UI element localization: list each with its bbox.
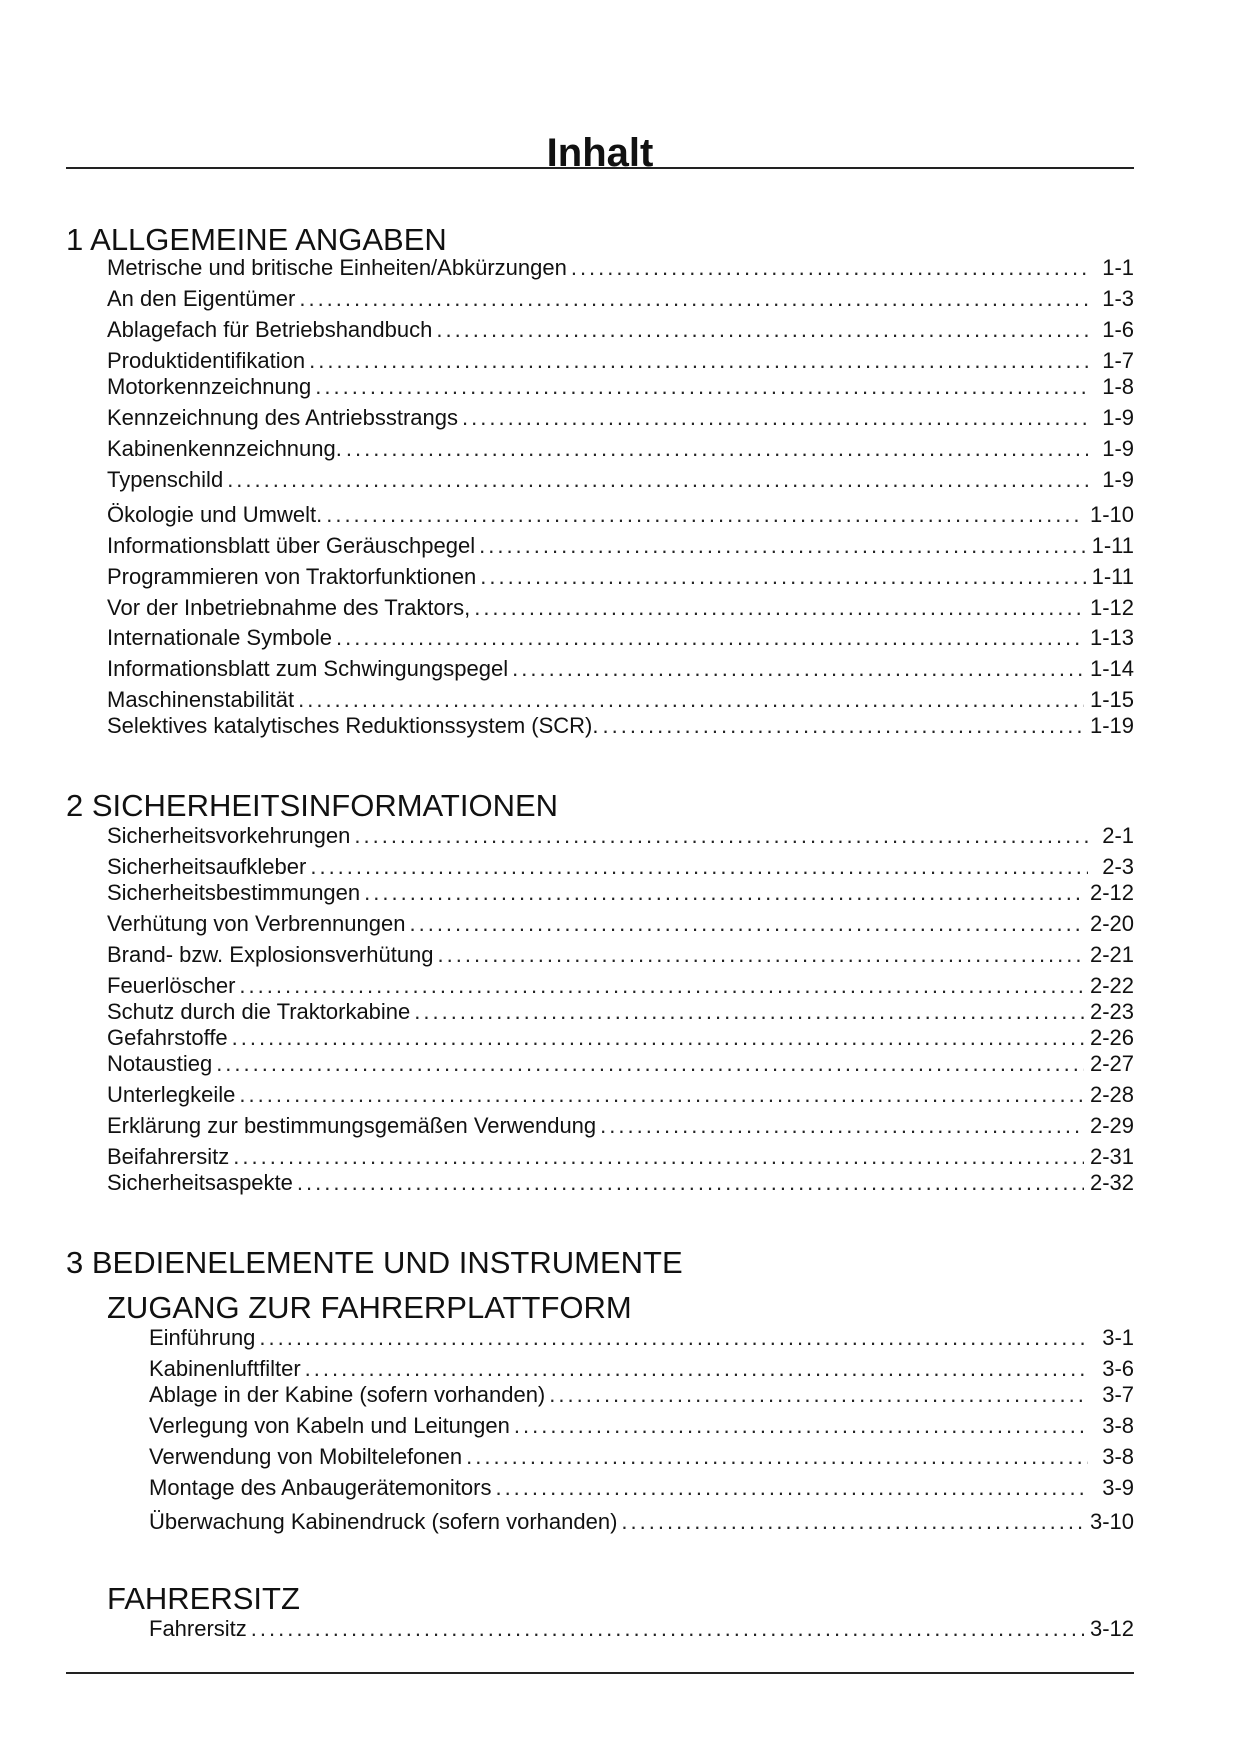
toc-entry[interactable] [107, 348, 1134, 374]
dot-leader [495, 1475, 1088, 1501]
toc-entry-page: 1-6 [1102, 317, 1134, 342]
toc-entry-title: Maschinenstabilität [107, 687, 295, 712]
toc-entry-title: Typenschild [107, 467, 224, 492]
dot-leader [315, 374, 1088, 400]
toc-entry-page: 2-31 [1089, 1144, 1134, 1169]
toc-entry[interactable] [107, 255, 1134, 281]
toc-entry-page: 1-9 [1102, 467, 1134, 492]
toc-entry-page: 3-12 [1089, 1616, 1134, 1641]
dot-leader [233, 1144, 1084, 1170]
toc-entry-title: Motorkennzeichnung [107, 374, 312, 399]
toc-entry[interactable] [107, 1144, 1134, 1170]
toc-entry-title: Sicherheitsvorkehrungen [107, 823, 351, 848]
toc-entry-page: 1-7 [1102, 348, 1134, 373]
toc-entry-title: Fahrersitz [149, 1616, 247, 1641]
dot-leader [549, 1382, 1088, 1408]
toc-entry-page: 2-12 [1089, 880, 1134, 905]
dot-leader [326, 502, 1084, 528]
toc-entry-page: 1-19 [1089, 713, 1134, 738]
chapter-heading: 3 BEDIENELEMENTE UND INSTRUMENTE [66, 1245, 683, 1280]
toc-entry-page: 1-3 [1102, 286, 1134, 311]
toc-entry-page: 3-8 [1102, 1413, 1134, 1438]
toc-entry[interactable] [149, 1509, 1134, 1535]
dot-leader [259, 1325, 1088, 1351]
toc-entry-title: Internationale Symbole [107, 625, 333, 650]
dot-leader [310, 854, 1088, 880]
toc-entry-page: 3-10 [1089, 1509, 1134, 1534]
dot-leader [364, 880, 1084, 906]
toc-entry-title: Gefahrstoffe [107, 1025, 228, 1050]
toc-entry-title: Brand- bzw. Explosionsverhütung [107, 942, 434, 967]
dot-leader [512, 656, 1084, 682]
toc-entry-title: Verwendung von Mobiltelefonen [149, 1444, 463, 1469]
dot-leader [239, 1082, 1084, 1108]
dot-leader [571, 255, 1088, 281]
toc-entry[interactable] [107, 999, 1134, 1025]
toc-entry-page: 2-22 [1089, 973, 1134, 998]
toc-entry[interactable] [107, 502, 1134, 528]
toc-entry[interactable] [149, 1444, 1134, 1470]
toc-entry-page: 1-13 [1089, 625, 1134, 650]
toc-entry-page: 2-20 [1089, 911, 1134, 936]
dot-leader [354, 823, 1088, 849]
toc-entry-title: Ablage in der Kabine (sofern vorhanden) [149, 1382, 546, 1407]
toc-entry-page: 3-8 [1102, 1444, 1134, 1469]
dot-leader [298, 687, 1084, 713]
toc-entry[interactable] [107, 1082, 1134, 1108]
toc-entry-title: Einführung [149, 1325, 256, 1350]
toc-entry-page: 2-1 [1102, 823, 1134, 848]
dot-leader [438, 942, 1084, 968]
toc-entry-title: Erklärung zur bestimmungsgemäßen Verwendung [107, 1113, 597, 1138]
dot-leader [216, 1051, 1084, 1077]
toc-entry-title: Sicherheitsbestimmungen [107, 880, 361, 905]
toc-entry[interactable] [107, 564, 1134, 590]
toc-entry-page: 1-10 [1089, 502, 1134, 527]
chapter-heading: 2 SICHERHEITSINFORMATIONEN [66, 788, 559, 823]
toc-entry-page: 1-11 [1091, 564, 1134, 589]
toc-entry[interactable] [107, 713, 1134, 739]
dot-leader [346, 436, 1088, 462]
toc-entry[interactable] [149, 1382, 1134, 1408]
toc-entry-title: Kabinenluftfilter [149, 1356, 301, 1381]
dot-leader [462, 405, 1088, 431]
toc-entry[interactable] [107, 286, 1134, 312]
toc-entry-page: 1-9 [1102, 436, 1134, 461]
toc-entry-title: Feuerlöscher [107, 973, 236, 998]
toc-entry[interactable] [107, 436, 1134, 462]
toc-entry-title: Sicherheitsaspekte [107, 1170, 293, 1195]
dot-leader [479, 533, 1085, 559]
toc-entry-title: Selektives katalytisches Reduktionssystem (SCR). [107, 713, 599, 738]
toc-entry-page: 3-9 [1102, 1475, 1134, 1500]
dot-leader [436, 317, 1088, 343]
toc-entry[interactable] [107, 405, 1134, 431]
dot-leader [466, 1444, 1088, 1470]
toc-entry-page: 2-26 [1089, 1025, 1134, 1050]
toc-entry[interactable] [107, 687, 1134, 713]
dot-leader [600, 1113, 1084, 1139]
toc-entry-page: 3-1 [1102, 1325, 1134, 1350]
section-heading: ZUGANG ZUR FAHRERPLATTFORM [107, 1290, 632, 1325]
dot-leader [299, 286, 1088, 312]
dot-leader [309, 348, 1088, 374]
toc-entry-page: 2-21 [1089, 942, 1134, 967]
dot-leader [305, 1356, 1088, 1382]
toc-entry-page: 1-8 [1102, 374, 1134, 399]
dot-leader [227, 467, 1088, 493]
toc-entry-title: Ökologie und Umwelt. [107, 502, 323, 527]
toc-entry-page: 2-28 [1089, 1082, 1134, 1107]
dot-leader [603, 713, 1084, 739]
toc-entry-title: Produktidentifikation [107, 348, 306, 373]
toc-entry-page: 3-7 [1102, 1382, 1134, 1407]
toc-entry[interactable] [107, 911, 1134, 937]
toc-entry-page: 1-12 [1089, 595, 1134, 620]
toc-entry[interactable] [107, 317, 1134, 343]
toc-entry-page: 2-3 [1102, 854, 1134, 879]
toc-entry[interactable] [107, 467, 1134, 493]
dot-leader [514, 1413, 1088, 1439]
dot-leader [232, 1025, 1084, 1051]
toc-entry-title: Schutz durch die Traktorkabine [107, 999, 411, 1024]
dot-leader [251, 1616, 1084, 1642]
toc-entry-title: Montage des Anbaugerätemonitors [149, 1475, 492, 1500]
page-title: Inhalt [546, 130, 654, 175]
toc-entry-title: Ablagefach für Betriebshandbuch [107, 317, 433, 342]
toc-entry-title: Verlegung von Kabeln und Leitungen [149, 1413, 510, 1438]
toc-entry[interactable] [149, 1616, 1134, 1642]
dot-leader [239, 973, 1084, 999]
section-heading: FAHRERSITZ [107, 1581, 300, 1616]
dot-leader [414, 999, 1084, 1025]
toc-entry-title: Informationsblatt zum Schwingungspegel [107, 656, 509, 681]
toc-entry-page: 1-15 [1089, 687, 1134, 712]
toc-entry[interactable] [107, 625, 1134, 651]
dot-leader [480, 564, 1085, 590]
toc-entry-title: Programmieren von Traktorfunktionen [107, 564, 477, 589]
toc-entry[interactable] [107, 1025, 1134, 1051]
toc-entry-title: An den Eigentümer [107, 286, 296, 311]
toc-entry[interactable] [107, 1113, 1134, 1139]
toc-entry[interactable] [149, 1475, 1134, 1501]
toc-entry[interactable] [107, 973, 1134, 999]
toc-entry[interactable] [107, 823, 1134, 849]
toc-entry-title: Metrische und britische Einheiten/Abkürzungen [107, 255, 567, 280]
dot-leader [409, 911, 1083, 937]
toc-entry-title: Überwachung Kabinendruck (sofern vorhanden) [149, 1509, 618, 1534]
toc-entry[interactable] [149, 1413, 1134, 1439]
toc-entry-page: 2-27 [1089, 1051, 1134, 1076]
toc-entry-title: Sicherheitsaufkleber [107, 854, 307, 879]
footer-rule [66, 1672, 1134, 1674]
toc-entry-page: 1-1 [1102, 255, 1134, 280]
toc-entry-page: 1-11 [1091, 533, 1134, 558]
toc-entry[interactable] [149, 1325, 1134, 1351]
toc-entry[interactable] [107, 880, 1134, 906]
dot-leader [474, 595, 1084, 621]
toc-entry[interactable] [107, 374, 1134, 400]
toc-entry-title: Beifahrersitz [107, 1144, 230, 1169]
toc-entry-title: Vor der Inbetriebnahme des Traktors, [107, 595, 471, 620]
toc-entry[interactable] [107, 656, 1134, 682]
toc-entry-title: Verhütung von Verbrennungen [107, 911, 406, 936]
toc-entry-title: Kennzeichnung des Antriebsstrangs [107, 405, 459, 430]
toc-entry[interactable] [107, 942, 1134, 968]
toc-entry-page: 1-14 [1089, 656, 1134, 681]
chapter-heading: 1 ALLGEMEINE ANGABEN [66, 222, 447, 257]
toc-entry-title: Unterlegkeile [107, 1082, 236, 1107]
toc-entry-page: 2-29 [1089, 1113, 1134, 1138]
toc-entry-page: 2-23 [1089, 999, 1134, 1024]
toc-entry[interactable] [107, 1170, 1134, 1196]
toc-entry[interactable] [107, 595, 1134, 621]
toc-entry[interactable] [149, 1356, 1134, 1382]
toc-entry[interactable] [107, 533, 1134, 559]
dot-leader [336, 625, 1084, 651]
dot-leader [621, 1509, 1084, 1535]
toc-entry[interactable] [107, 854, 1134, 880]
toc-entry-title: Informationsblatt über Geräuschpegel [107, 533, 476, 558]
toc-entry-page: 3-6 [1102, 1356, 1134, 1381]
toc-entry-title: Notaustieg [107, 1051, 213, 1076]
toc-entry-page: 2-32 [1089, 1170, 1134, 1195]
dot-leader [297, 1170, 1084, 1196]
toc-entry[interactable] [107, 1051, 1134, 1077]
toc-entry-page: 1-9 [1102, 405, 1134, 430]
toc-entry-title: Kabinenkennzeichnung. [107, 436, 342, 461]
